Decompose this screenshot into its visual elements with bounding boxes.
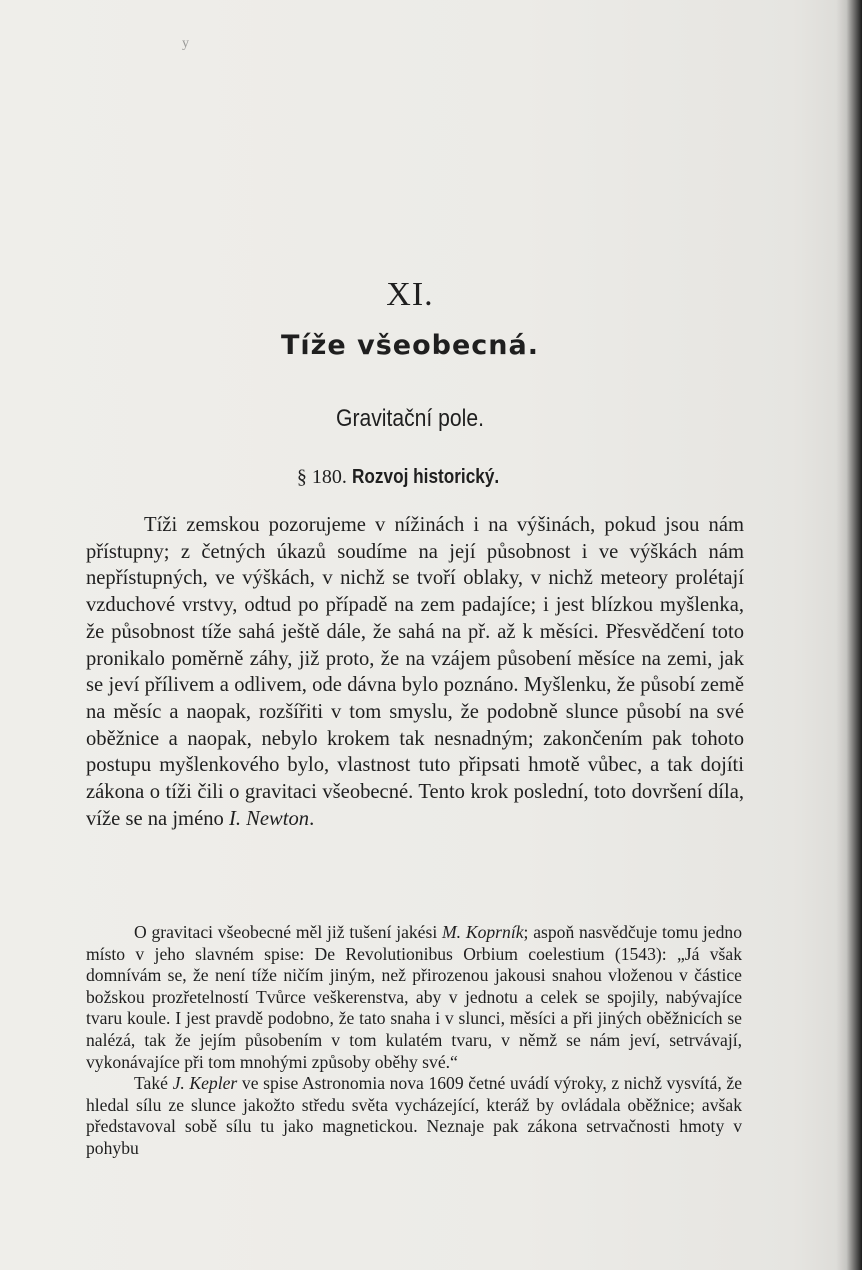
section-title: Rozvoj historický. [351,466,500,488]
pencil-mark: y [182,36,189,51]
note-text: ; aspoň nasvědčuje tomu jedno místo v jeho slavném spise: De Revolutionibus Orbium coelestium (1543): „Já však domnívám se, že není tíže ničím jiným, než přirozenou jakousi snahou vloženou v částice božskou prozřetelností Tvůrce veškerenstva, aby v jednotu a celek se spojily, nabývajíce tvaru koule. I jest pravdě podobno, že tato snaha i v slunci, měsíci a při jiných oběžnicích se nalézá, tak že jejím působením v tom kulatém tvaru, v němž se nám jeví, setrvávají, vykonávajíce při tom mnohými způsoby oběhy své.“ [86,922,742,1072]
note-paragraph [86,922,742,1073]
chapter-subtitle: Gravitační pole. [336,405,484,432]
section-heading [0,466,820,489]
notes-text [86,922,742,1160]
note-text: Také [134,1073,173,1094]
section-number: § 180. [296,466,347,488]
main-body-text [86,512,744,832]
body-paragraph [86,512,744,832]
page-edge-shadow [836,0,862,1270]
author-name: I. Newton [228,807,310,830]
note-paragraph [86,1073,742,1159]
author-name: J. Kepler [172,1073,238,1094]
body-text: Tíži zemskou pozorujeme v nížinách i na výšinách, pokud jsou nám přístupny; z četných úkazů soudíme na její působnost i ve výškách nám nepřístupných, ve výškách, v nichž se tvoří oblaky, v nichž meteory prolétají vzduchové vrstvy, odtud po případě na zem padajíce; i jest blízkou myšlenka, že působnost tíže sahá ještě dále, že sahá na př. až k měsíci. Přesvědčení toto pronikalo poměrně záhy, již proto, že na vzájem působení měsíce na zemi, jak se jeví přílivem a odlivem, ode dávna bylo poznáno. Myšlenku, že působí země na měsíc a naopak, rozšířiti v tom smyslu, že podobně slunce působí na své oběžnice a naopak, nebylo krokem tak nesnadným; zakončením pak tohoto postupu myšlenkového bylo, vlastnost tuto připsati hmotě vůbec, a tak dojíti zákona o tíži čili o gravitaci všeobecné. Tento krok poslední, toto dovršení díla, víže se na jméno [86,514,744,830]
body-text-end: . [309,807,315,830]
note-text: O gravitaci všeobecné měl již tušení jakési [134,922,443,942]
chapter-title: Tíže všeobecná. [281,330,539,361]
note-text: ve spise Astronomia nova 1609 četné uvádí výroky, z nichž vysvítá, že hledal sílu ze slunce jakožto středu světa vycházející, kteráž by ovládala oběžnice; avšak představoval sobě sílu tu jako magnetickou. Neznaje pak zákona setrvačnosti hmoty v pohybu [86,1073,743,1158]
author-name: M. Koprník [442,922,524,942]
chapter-number: XI. [386,276,434,313]
